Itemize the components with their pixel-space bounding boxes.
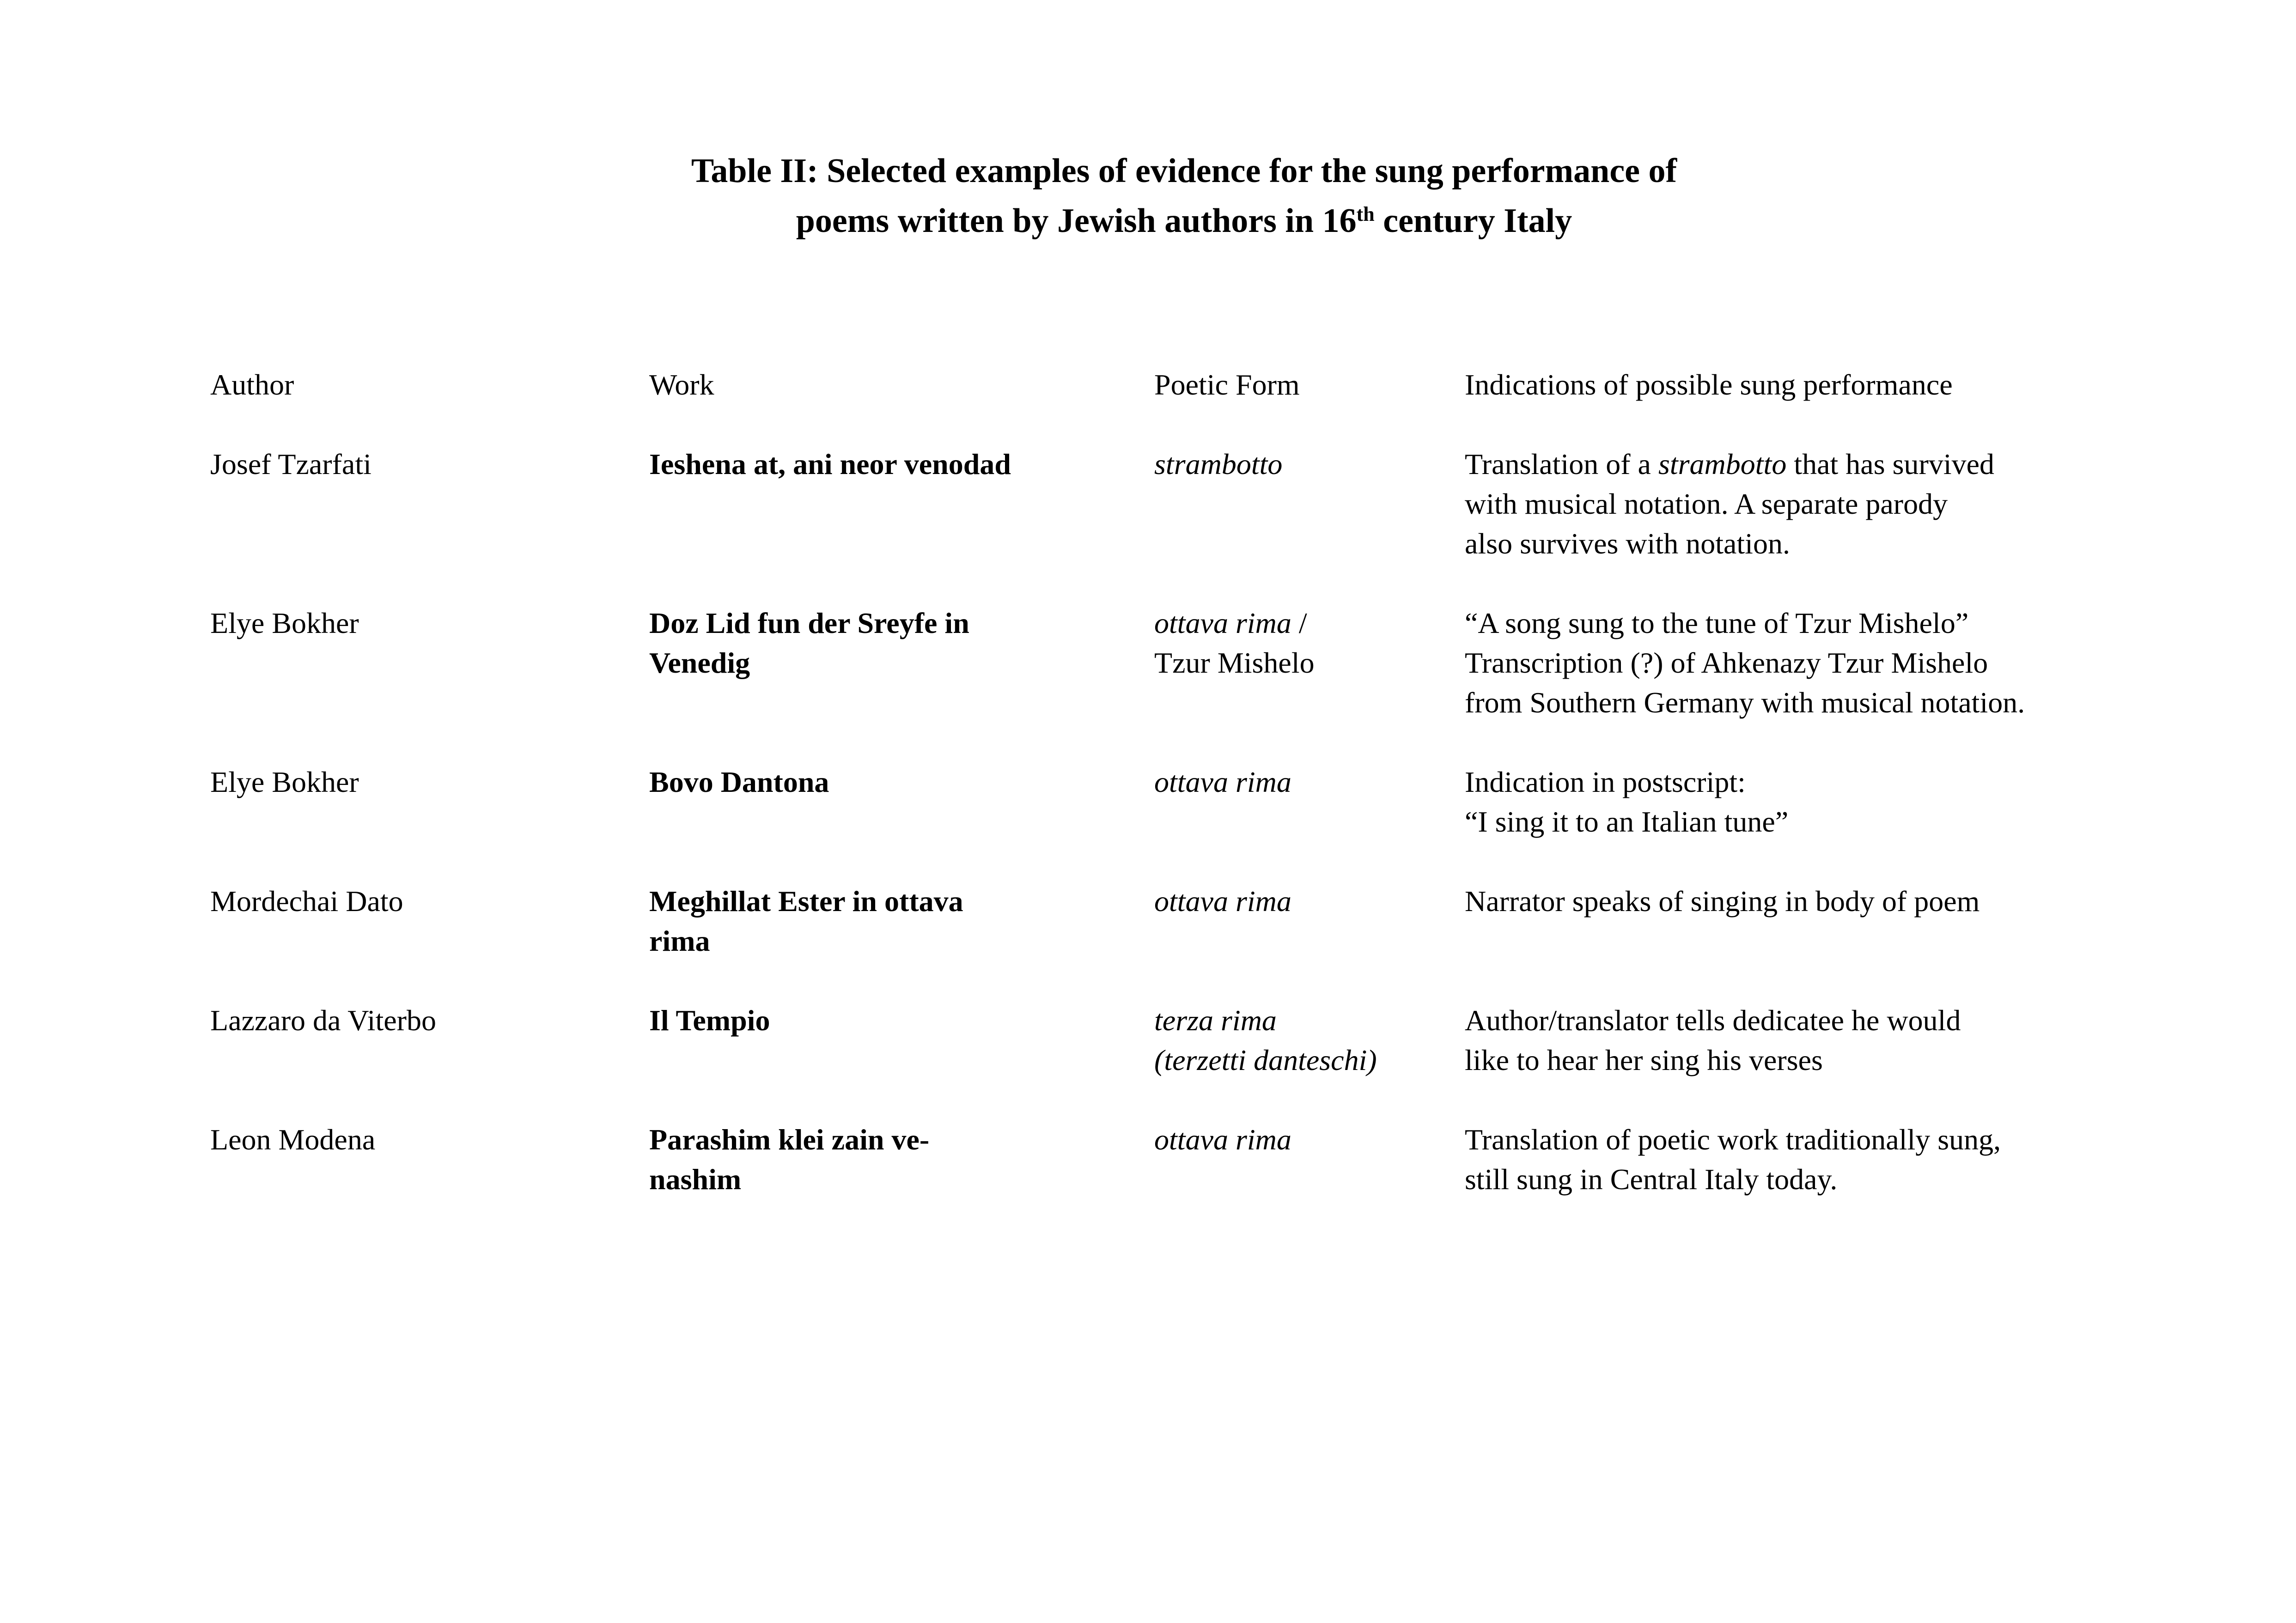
poetic-form-cell [1154,1001,1465,1120]
poetic-form: Tzur Mishelo [1154,646,1315,679]
table-row [210,1001,2158,1120]
poetic-form-cell [1154,1120,1465,1239]
poetic-form: strambotto [1154,448,1283,480]
poetic-form: ottava rima [1154,885,1291,918]
evidence-table [210,365,2158,1239]
col-header-author: Author [210,368,294,401]
work-cell [649,1001,1154,1120]
work-title: Bovo Dantona [649,766,829,798]
col-header-work: Work [649,368,714,401]
author-name: Elye Bokher [210,607,359,639]
work-cell [649,444,1154,603]
col-header-indications: Indications of possible sung performance [1465,368,1953,401]
poetic-form: ottava rima [1154,766,1291,798]
indication-text: Transcription (?) of Ahkenazy Tzur Mishelo [1465,646,1988,679]
author-name: Leon Modena [210,1123,376,1156]
table-row [210,762,2158,881]
indication-text: from Southern Germany with musical notation. [1465,686,2025,719]
work-title: Il Tempio [649,1004,770,1037]
indication-text: “I sing it to an Italian tune” [1465,805,1789,838]
indication-text: Author/translator tells dedicatee he would [1465,1004,1961,1037]
indication-cell [1465,1120,2158,1239]
poetic-form: (terzetti danteschi) [1154,1044,1377,1076]
poetic-form-cell [1154,762,1465,881]
title-line-2-text: poems written by Jewish authors in 16 [796,202,1357,240]
indication-cell [1465,603,2158,762]
work-title: rima [649,924,710,957]
work-title: Doz Lid fun der Sreyfe in [649,607,969,639]
indication-cell [1465,1001,2158,1120]
author-cell [210,881,649,1001]
table-row [210,881,2158,1001]
header-row [210,365,2158,444]
author-name: Josef Tzarfati [210,448,372,480]
work-cell [649,762,1154,881]
indication-cell [1465,444,2158,603]
work-title: Meghillat Ester in ottava [649,885,963,918]
indication-text: also survives with notation. [1465,527,1790,560]
table-row [210,1120,2158,1239]
poetic-form: ottava rima / [1154,607,1307,639]
author-name: Mordechai Dato [210,885,403,918]
author-cell [210,603,649,762]
indication-text: Translation of poetic work traditionally sung, [1465,1123,2001,1156]
indication-cell [1465,762,2158,881]
poetic-form-cell [1154,444,1465,603]
indication-text: Indication in postscript: [1465,766,1746,798]
table-row [210,444,2158,603]
poetic-form-cell [1154,603,1465,762]
table-row [210,603,2158,762]
work-title: nashim [649,1163,742,1196]
author-name: Lazzaro da Viterbo [210,1004,436,1037]
poetic-form-cell [1154,881,1465,1001]
century-superscript: th [1356,202,1375,225]
author-cell [210,762,649,881]
work-cell [649,881,1154,1001]
poetic-form: terza rima [1154,1004,1277,1037]
indication-text: with musical notation. A separate parody [1465,487,1948,520]
work-cell [649,1120,1154,1239]
indication-text: Narrator speaks of singing in body of poem [1465,885,1980,918]
author-cell [210,1001,649,1120]
indication-text: still sung in Central Italy today. [1465,1163,1838,1196]
author-name: Elye Bokher [210,766,359,798]
work-title: Ieshena at, ani neor venodad [649,448,1011,480]
title-line-2 [210,196,2158,246]
poetic-form: ottava rima [1154,1123,1291,1156]
work-title: Parashim klei zain ve- [649,1123,930,1156]
work-title: Venedig [649,646,750,679]
indication-text: “A song sung to the tune of Tzur Mishelo” [1465,607,1969,639]
work-cell [649,603,1154,762]
author-cell [210,1120,649,1239]
indication-text: like to hear her sing his verses [1465,1044,1823,1076]
author-cell [210,444,649,603]
title-line-2-tail: century Italy [1374,202,1572,240]
table-title [210,146,2158,246]
indication-text: Translation of a strambotto that has survived [1465,448,1994,480]
title-line-1: Table II: Selected examples of evidence for the sung performance of [691,152,1677,190]
col-header-poetic-form: Poetic Form [1154,368,1300,401]
indication-cell [1465,881,2158,1001]
